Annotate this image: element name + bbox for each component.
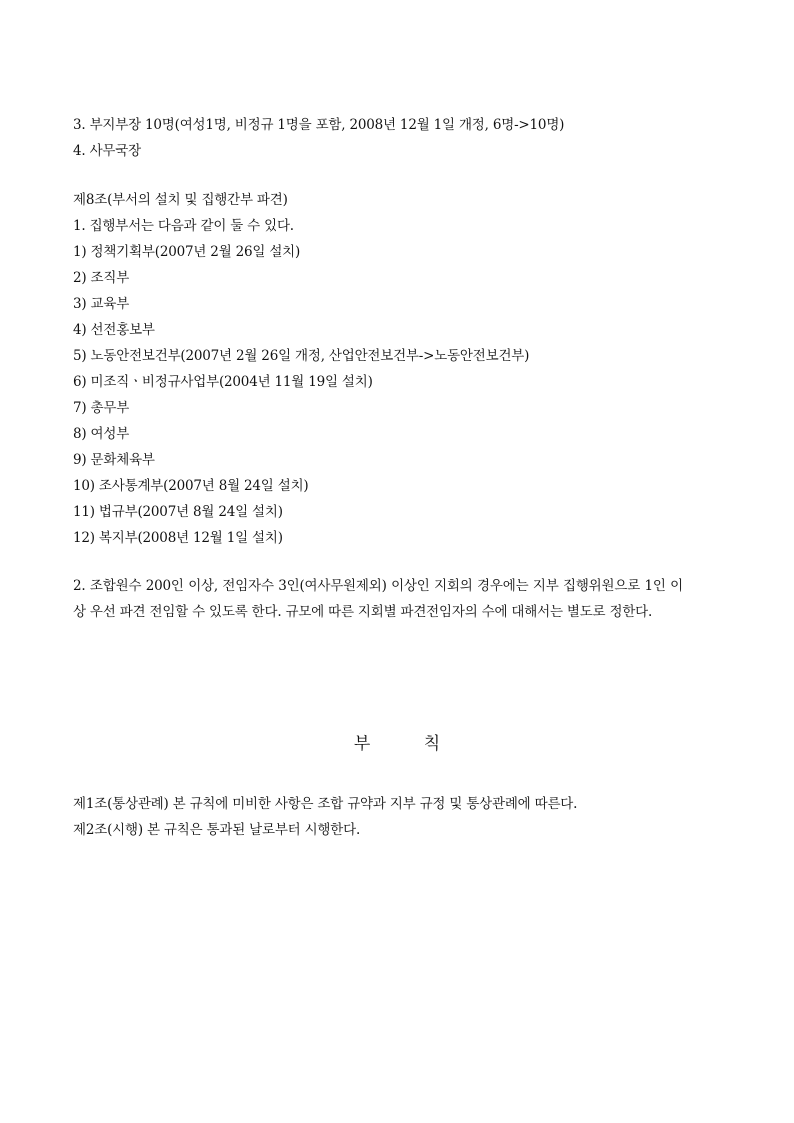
- department-item: 6) 미조직ㆍ비정규사업부(2004년 11월 19일 설치): [73, 374, 373, 390]
- supplementary-heading: 부 칙: [353, 734, 465, 754]
- department-item: 4) 선전홍보부: [73, 322, 155, 338]
- department-item: 5) 노동안전보건부(2007년 2월 26일 개정, 산업안전보건부->노동안전보건부): [73, 348, 530, 364]
- article-8-clause-1: 1. 집행부서는 다음과 같이 둘 수 있다.: [73, 218, 294, 234]
- department-item: 1) 정책기획부(2007년 2월 26일 설치): [73, 244, 301, 260]
- department-item: 11) 법규부(2007년 8월 24일 설치): [73, 504, 283, 520]
- department-item: 8) 여성부: [73, 426, 130, 442]
- article-8-clause-2: 2. 조합원수 200인 이상, 전임자수 3인(여사무원제외) 이상인 지회의 경우에는 지부 집행위원으로 1인 이상 우선 파견 전임할 수 있도록 한다. 규모에 따른 지회별 파견전임자의 수에 대해서는 별도로 정한다.: [73, 578, 683, 620]
- department-item: 3) 교육부: [73, 296, 130, 312]
- department-item: 2) 조직부: [73, 270, 130, 286]
- item-3-vice-chair: 3. 부지부장 10명(여성1명, 비정규 1명을 포함, 2008년 12월 1일 개정, 6명->10명): [73, 117, 565, 133]
- department-item: 7) 총무부: [73, 400, 130, 416]
- article-8-title: 제8조(부서의 설치 및 집행간부 파견): [73, 192, 288, 208]
- department-item: 9) 문화체육부: [73, 452, 155, 468]
- supplementary-article-2: 제2조(시행) 본 규칙은 통과된 날로부터 시행한다.: [73, 822, 361, 838]
- item-4-secretary-general: 4. 사무국장: [73, 143, 141, 159]
- department-item: 12) 복지부(2008년 12월 1일 설치): [73, 530, 283, 546]
- department-item: 10) 조사통계부(2007년 8월 24일 설치): [73, 478, 309, 494]
- supplementary-article-1: 제1조(통상관례) 본 규칙에 미비한 사항은 조합 규약과 지부 규정 및 통상관례에 따른다.: [73, 796, 578, 812]
